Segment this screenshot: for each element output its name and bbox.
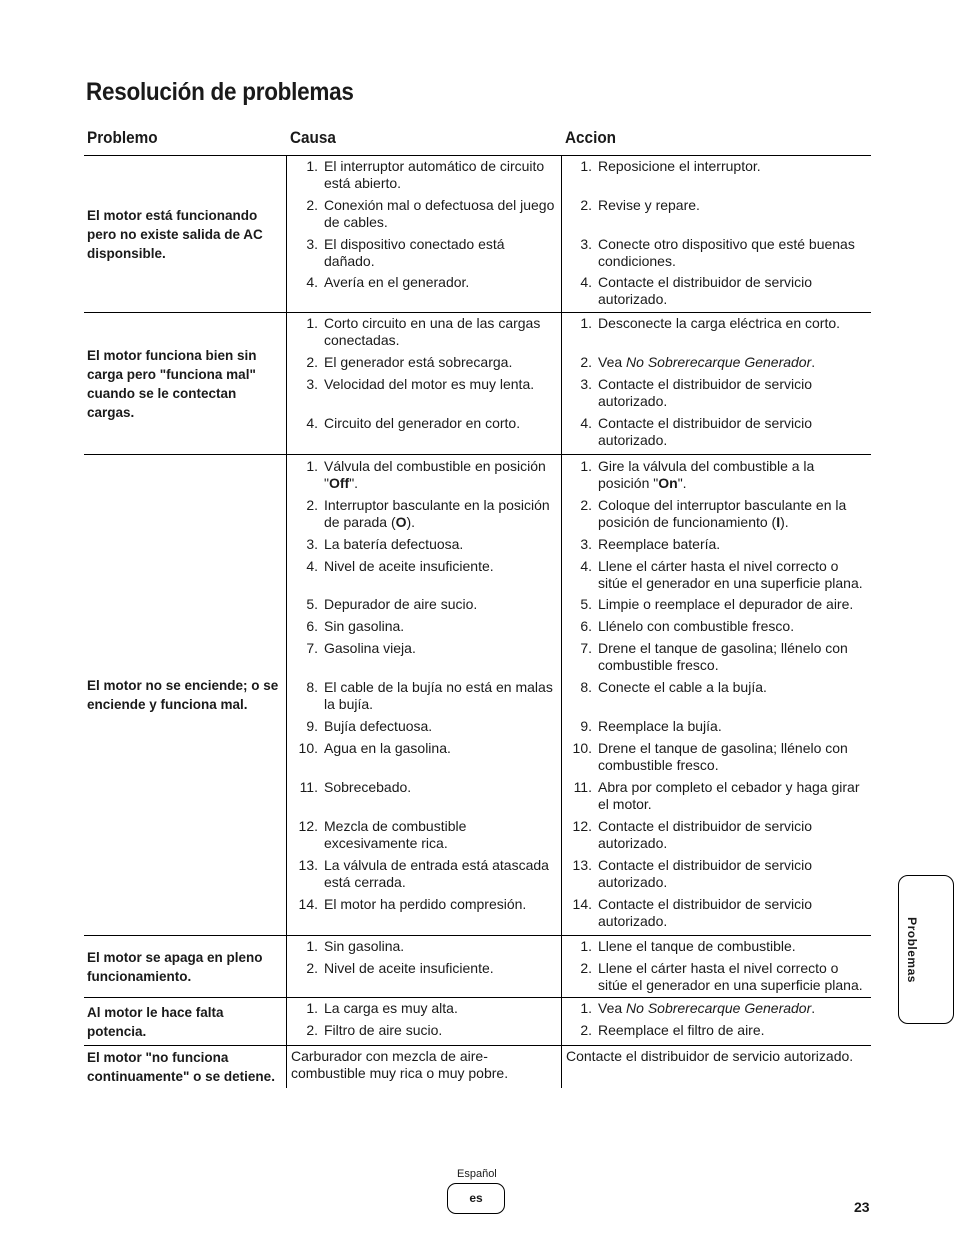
cause-cell [286, 936, 561, 997]
item-number: 3. [580, 376, 592, 392]
item-text: La válvula de entrada está atascada está cerrada. [324, 857, 549, 890]
item-text: Vea [598, 1000, 627, 1016]
table-row [84, 1046, 871, 1088]
table-header [84, 124, 871, 156]
header-cause: Causa [290, 128, 336, 147]
item-text: Interruptor basculante en la posición de parada ( [324, 497, 550, 530]
cause-item [287, 857, 561, 896]
action-item [562, 896, 871, 926]
cause-cell [286, 313, 561, 454]
problem-text: El motor se apaga en pleno funcionamiento. [87, 949, 263, 984]
cause-item [287, 1000, 561, 1022]
item-number: 1. [306, 938, 318, 954]
item-text: Llene el cárter hasta el nivel correcto o sitúe el generador en una superficie plana. [598, 960, 863, 993]
action-cell [561, 936, 871, 997]
item-text: Llénelo con combustible fresco. [598, 618, 795, 634]
language-tab: es [447, 1183, 505, 1214]
cause-cell [286, 1046, 561, 1088]
side-tab-label: Problemas [905, 916, 919, 983]
item-number: 7. [306, 640, 318, 656]
item-number: 3. [306, 536, 318, 552]
cause-item [287, 718, 561, 740]
item-text: Contacte el distribuidor de servicio autorizado. [598, 376, 812, 409]
action-item [562, 640, 871, 679]
item-number: 2. [306, 197, 318, 213]
item-text: ". [677, 475, 687, 491]
item-number: 13. [572, 857, 592, 873]
item-text: Contacte el distribuidor de servicio autorizado. [598, 896, 812, 926]
action-cell [561, 156, 871, 312]
action-item [562, 596, 871, 618]
item-text: Sobrecebado. [324, 779, 412, 795]
item-number: 2. [306, 354, 318, 370]
item-text: Contacte el distribuidor de servicio autorizado. [598, 415, 812, 448]
action-item [562, 618, 871, 640]
item-text-bold: On [658, 475, 678, 491]
action-item [562, 354, 871, 376]
item-number: 2. [306, 960, 318, 976]
item-number: 2. [306, 1022, 318, 1038]
cause-item [287, 618, 561, 640]
item-number: 5. [580, 596, 592, 612]
problem-text: El motor está funcionando pero no existe salida de AC disponsible. [87, 207, 263, 261]
item-text: Nivel de aceite insuficiente. [324, 558, 494, 574]
cause-item [287, 236, 561, 274]
cause-item [287, 640, 561, 679]
item-text: El dispositivo conectado está dañado. [324, 236, 505, 269]
cause-item [287, 938, 561, 960]
cause-item [287, 896, 561, 926]
cause-item [287, 536, 561, 558]
item-text: Depurador de aire sucio. [324, 596, 478, 612]
item-number: 2. [580, 354, 592, 370]
item-number: 3. [306, 376, 318, 392]
item-text: Reemplace batería. [598, 536, 721, 552]
item-number: 2. [580, 197, 592, 213]
item-text: Gasolina vieja. [324, 640, 416, 656]
item-number: 1. [580, 458, 592, 474]
item-number: 2. [580, 1022, 592, 1038]
problem-text: El motor no se enciende; o se enciende y funciona mal. [87, 678, 279, 712]
action-item [562, 1000, 871, 1022]
item-text: La carga es muy alta. [324, 1000, 458, 1016]
item-number: 2. [306, 497, 318, 513]
item-number: 10. [572, 740, 592, 756]
cause-item [287, 354, 561, 376]
item-text: Contacte el distribuidor de servicio autorizado. [598, 274, 812, 307]
header-problem: Problemo [87, 128, 158, 147]
item-number: 10. [298, 740, 318, 756]
action-item [562, 315, 871, 354]
item-text: Vea [598, 354, 627, 370]
action-item [562, 415, 871, 454]
item-text: Contacte el distribuidor de servicio autorizado. [598, 818, 812, 851]
table-row [84, 998, 871, 1046]
item-text: Drene el tanque de gasolina; llénelo con combustible fresco. [598, 640, 848, 673]
item-text: Nivel de aceite insuficiente. [324, 960, 494, 976]
cause-item [287, 274, 561, 312]
item-number: 9. [580, 718, 592, 734]
cause-item [287, 315, 561, 354]
action-item [562, 274, 871, 312]
item-text: Velocidad del motor es muy lenta. [324, 376, 535, 392]
cause-item [287, 497, 561, 536]
item-number: 1. [580, 938, 592, 954]
action-item [562, 718, 871, 740]
troubleshooting-table [84, 124, 871, 1088]
cause-item [287, 415, 561, 454]
item-number: 14. [298, 896, 318, 912]
item-text: . [811, 354, 816, 370]
action-item [562, 376, 871, 415]
action-cell [561, 455, 871, 935]
item-number: 5. [306, 596, 318, 612]
item-number: 1. [306, 1000, 318, 1016]
item-text: El motor ha perdido compresión. [324, 896, 527, 912]
item-number: 6. [580, 618, 592, 634]
item-text: El cable de la bujía no está en malas la bujía. [324, 679, 553, 712]
item-number: 4. [306, 558, 318, 574]
action-item [562, 818, 871, 857]
problem-cell [84, 998, 286, 1045]
action-text: Contacte el distribuidor de servicio autorizado. [566, 1048, 854, 1064]
table-row [84, 156, 871, 313]
item-text-bold: I [776, 514, 781, 530]
item-text: Limpie o reemplace el depurador de aire. [598, 596, 854, 612]
item-text: Agua en la gasolina. [324, 740, 451, 756]
problem-cell [84, 156, 286, 312]
item-number: 9. [306, 718, 318, 734]
page-number: 23 [854, 1199, 870, 1215]
cause-item [287, 1022, 561, 1044]
cause-item [287, 458, 561, 497]
cause-item [287, 960, 561, 998]
language-label: Español [457, 1168, 497, 1180]
item-number: 2. [580, 497, 592, 513]
item-text: Corto circuito en una de las cargas conectadas. [324, 315, 541, 348]
item-number: 4. [306, 415, 318, 431]
item-text: Circuito del generador en corto. [324, 415, 521, 431]
table-row [84, 455, 871, 936]
item-text: Avería en el generador. [324, 274, 470, 290]
action-item [562, 558, 871, 596]
item-number: 3. [306, 236, 318, 252]
cause-item [287, 158, 561, 197]
item-text: Reemplace el filtro de aire. [598, 1022, 765, 1038]
item-text: Válvula del combustible en posición " [324, 458, 546, 491]
table-body [84, 156, 871, 1088]
item-text: Reemplace la bujía. [598, 718, 722, 734]
item-text: El interruptor automático de circuito está abierto. [324, 158, 545, 191]
item-text: ). [406, 514, 416, 530]
item-number: 1. [306, 458, 318, 474]
item-text: Coloque del interruptor basculante en la posición de funcionamiento ( [598, 497, 847, 530]
problem-text: El motor funciona bien sin carga pero "funciona mal" cuando se le contectan cargas. [87, 347, 257, 420]
action-item [562, 740, 871, 779]
item-number: 4. [580, 558, 592, 574]
item-number: 1. [580, 1000, 592, 1016]
item-number: 14. [572, 896, 592, 912]
problem-text: Al motor le hace falta potencia. [87, 1004, 224, 1039]
item-text: Bujía defectuosa. [324, 718, 433, 734]
action-cell [561, 1046, 871, 1088]
item-text: Drene el tanque de gasolina; llénelo con combustible fresco. [598, 740, 848, 773]
item-number: 2. [580, 960, 592, 976]
cause-item [287, 197, 561, 236]
item-number: 4. [306, 274, 318, 290]
action-item [562, 536, 871, 558]
cause-cell [286, 998, 561, 1045]
problem-cell [84, 936, 286, 997]
item-number: 11. [573, 779, 592, 795]
action-cell [561, 998, 871, 1045]
item-text: El generador está sobrecarga. [324, 354, 513, 370]
cause-item [287, 740, 561, 779]
cause-item [287, 818, 561, 857]
table-row [84, 313, 871, 455]
action-item [562, 938, 871, 960]
item-text: Conecte el cable a la bujía. [598, 679, 767, 695]
item-number: 12. [572, 818, 592, 834]
item-text: Contacte el distribuidor de servicio autorizado. [598, 857, 812, 890]
item-text: Gire la válvula del combustible a la posición " [598, 458, 815, 491]
action-item [562, 960, 871, 998]
action-item [562, 158, 871, 197]
table-row [84, 936, 871, 998]
item-text: ". [349, 475, 359, 491]
action-item [562, 236, 871, 274]
item-number: 3. [580, 236, 592, 252]
problem-text: El motor "no funciona continuamente" o se detiene. [87, 1050, 275, 1084]
item-number: 13. [298, 857, 318, 873]
item-number: 1. [306, 315, 318, 331]
cause-item [287, 679, 561, 718]
item-number: 8. [306, 679, 318, 695]
item-text: Desconecte la carga eléctrica en corto. [598, 315, 841, 331]
item-number: 11. [299, 779, 318, 795]
item-number: 1. [306, 158, 318, 174]
item-number: 4. [580, 274, 592, 290]
header-action: Accion [565, 128, 617, 147]
item-text: ). [780, 514, 789, 530]
cause-item [287, 596, 561, 618]
section-side-tab [898, 875, 954, 1024]
item-text: Abra por completo el cebador y haga girar el motor. [598, 779, 860, 812]
action-item [562, 679, 871, 718]
action-item [562, 779, 871, 818]
item-text: Llene el cárter hasta el nivel correcto o sitúe el generador en una superficie plana. [598, 558, 863, 591]
cause-item [287, 558, 561, 596]
item-number: 1. [580, 158, 592, 174]
item-text: Revise y repare. [598, 197, 700, 213]
item-text-bold: O [395, 514, 407, 530]
item-text: La batería defectuosa. [324, 536, 464, 552]
item-number: 12. [298, 818, 318, 834]
item-text: . [811, 1000, 816, 1016]
item-text: Reposicione el interruptor. [598, 158, 761, 174]
item-number: 7. [580, 640, 592, 656]
item-text: Filtro de aire sucio. [324, 1022, 443, 1038]
item-number: 4. [580, 415, 592, 431]
action-item [562, 857, 871, 896]
cause-text: Carburador con mezcla de aire-combustible muy rica o muy pobre. [291, 1048, 509, 1081]
item-number: 3. [580, 536, 592, 552]
item-text: Sin gasolina. [324, 938, 405, 954]
cause-item [287, 779, 561, 818]
item-text-italic: No Sobrerecarque Generador [626, 1000, 812, 1016]
item-text-bold: Off [328, 475, 350, 491]
item-text: Mezcla de combustible excesivamente rica. [324, 818, 467, 851]
cause-cell [286, 156, 561, 312]
item-text-italic: No Sobrerecarque Generador [626, 354, 812, 370]
action-item [562, 1022, 871, 1044]
item-number: 1. [580, 315, 592, 331]
item-number: 6. [306, 618, 318, 634]
action-cell [561, 313, 871, 454]
problem-cell [84, 455, 286, 935]
action-item [562, 458, 871, 497]
item-number: 8. [580, 679, 592, 695]
action-item [562, 197, 871, 236]
page-title: Resolución de problemas [86, 78, 354, 106]
problem-cell [84, 1046, 286, 1088]
item-text: Conecte otro dispositivo que esté buenas condiciones. [598, 236, 855, 269]
problem-cell [84, 313, 286, 454]
item-text: Conexión mal o defectuosa del juego de cables. [324, 197, 555, 230]
cause-item [287, 376, 561, 415]
item-text: Llene el tanque de combustible. [598, 938, 796, 954]
cause-cell [286, 455, 561, 935]
action-item [562, 497, 871, 536]
item-text: Sin gasolina. [324, 618, 405, 634]
